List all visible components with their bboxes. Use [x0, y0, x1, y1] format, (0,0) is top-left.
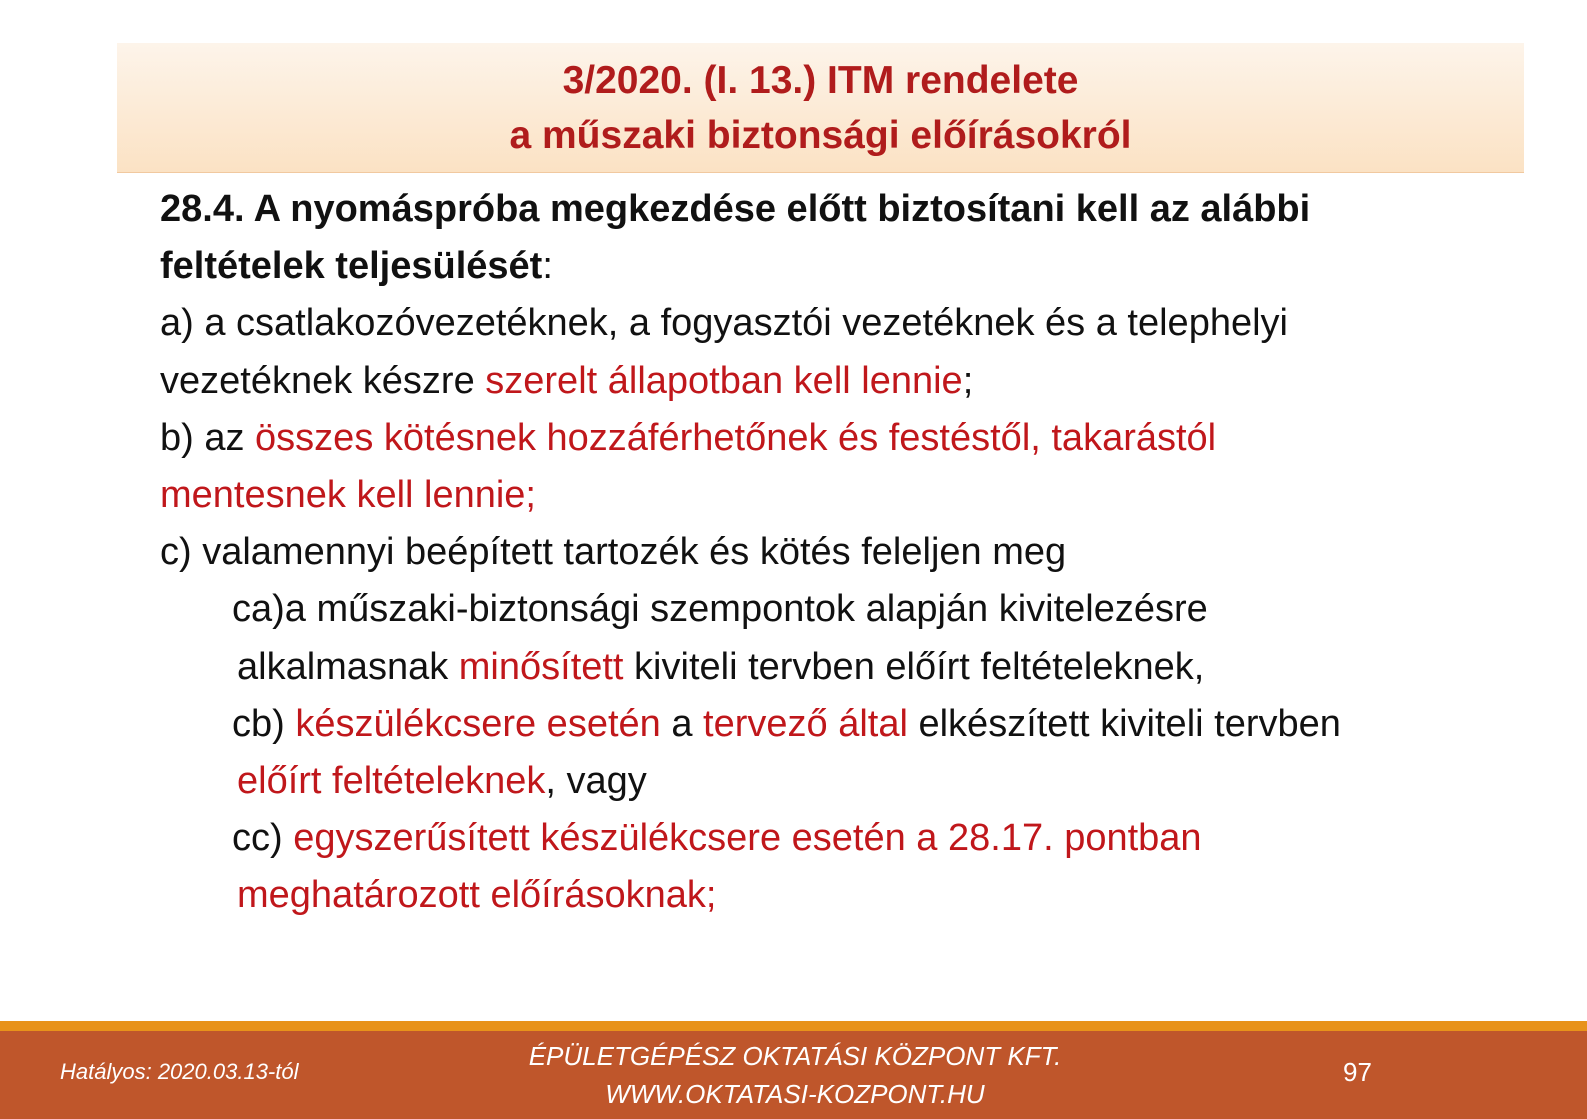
item-a-cont [160, 353, 1560, 410]
heading-bold: feltételek teljesülését [160, 245, 543, 288]
text: alkalmasnak [237, 645, 459, 688]
item-a: a) a csatlakozóvezetéknek, a fogyasztói vezetéknek és a telephelyi [160, 302, 1288, 345]
item-cc [160, 810, 1560, 867]
item-cb-cont [160, 753, 1560, 810]
footer-stripe [0, 1021, 1587, 1031]
item-cb [160, 696, 1560, 753]
organization-name: ÉPÜLETGÉPÉSZ OKTATÁSI KÖZPONT KFT. [528, 1041, 1062, 1071]
highlight: készülékcsere esetén [295, 702, 661, 745]
heading-colon: : [542, 245, 553, 288]
footer [0, 1031, 1587, 1119]
highlight: egyszerűsített készülékcsere esetén a 28.17. pontban [293, 817, 1202, 860]
highlight: összes kötésnek hozzáférhetőnek és festéstől, takarástól [255, 416, 1217, 459]
title-line-1: 3/2020. (I. 13.) ITM rendelete [562, 59, 1079, 102]
highlight: minősített [458, 645, 624, 688]
highlight: tervező által [703, 702, 908, 745]
text: elkészített kiviteli tervben [907, 702, 1341, 745]
slide-body [160, 181, 1560, 924]
item-b [160, 410, 1560, 467]
text: ; [962, 359, 974, 402]
item-c: c) valamennyi beépített tartozék és kötés feleljen meg [160, 531, 1067, 574]
website-link[interactable]: WWW.OKTATASI-KOZPONT.HU [605, 1079, 985, 1109]
text: a [660, 702, 704, 745]
text: cb) [232, 702, 296, 745]
slide-title [117, 43, 1524, 173]
text: cc) [232, 817, 294, 860]
text: vezetéknek készre [160, 359, 486, 402]
highlight: előírt feltételeknek [237, 759, 546, 802]
item-ca: ca)a műszaki-biztonsági szempontok alapján kivitelezésre [232, 588, 1208, 631]
title-line-2: a műszaki biztonsági előírásokról [509, 114, 1132, 157]
paragraph-heading: 28.4. A nyomáspróba megkezdése előtt biztosítani kell az alábbi [160, 188, 1311, 230]
highlight: szerelt állapotban kell lennie [485, 359, 963, 402]
text: b) az [160, 416, 256, 459]
item-b-cont: mentesnek kell lennie; [160, 473, 536, 516]
item-cc-cont: meghatározott előírásoknak; [237, 874, 717, 917]
page-number: 97 [1343, 1057, 1372, 1087]
text: kiviteli tervben előírt feltételeknek, [623, 645, 1205, 688]
text: , vagy [545, 759, 647, 802]
paragraph-heading-cont [160, 238, 1560, 295]
item-ca-cont [160, 639, 1560, 696]
effective-date: Hatályos: 2020.03.13-tól [60, 1059, 299, 1084]
footer-center [450, 1037, 1140, 1113]
